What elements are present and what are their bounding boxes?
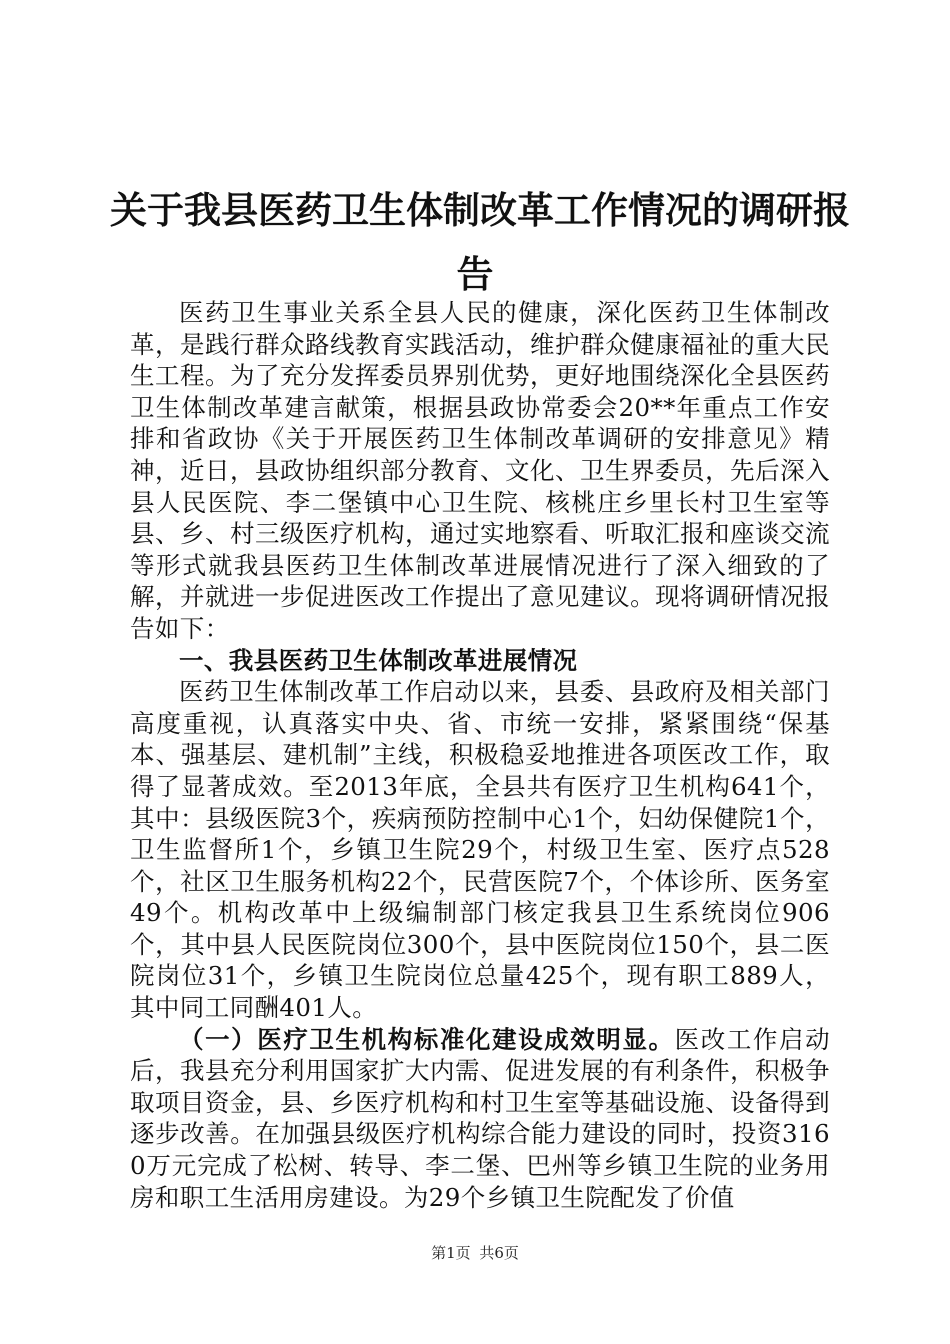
document-title-line2: 告 <box>456 252 494 296</box>
standardization-paragraph <box>130 1024 830 1214</box>
document-title-line1: 关于我县医药卫生体制改革工作情况的调研报 <box>110 188 850 232</box>
document-body <box>130 297 830 1213</box>
page-total: 共6页 <box>479 1244 519 1262</box>
standardization-text: 医改工作启动后，我县充分利用国家扩大内需、促进发展的有利条件，积极争取项目资金，县、乡医疗机构和村卫生室等基础设施、设备得到逐步改善。在加强县级医疗机构综合能力建设的同时，投资3160万元完成了松树、转导、李二堡、巴州等乡镇卫生院的业务用房和职工生活用房建设。为29个乡镇卫生院配发了价值 <box>130 1024 830 1212</box>
progress-paragraph: 医药卫生体制改革工作启动以来，县委、县政府及相关部门高度重视，认真落实中央、省、市统一安排，紧紧围绕“保基本、强基层、建机制”主线，积极稳妥地推进各项医改工作，取得了显著成效。至2013年底，全县共有医疗卫生机构641个，其中：县级医院3个，疾病预防控制中心1个，妇幼保健院1个，卫生监督所1个，乡镇卫生院29个，村级卫生室、医疗点528个，社区卫生服务机构22个，民营医院7个，个体诊所、医务室49个。机构改革中上级编制部门核定我县卫生系统岗位906个，其中县人民医院岗位300个，县中医院岗位150个，县二医院岗位31个，乡镇卫生院岗位总量425个，现有职工889人，其中同工同酬401人。 <box>130 677 830 1023</box>
page-footer <box>0 1243 950 1263</box>
page-number: 第1页 <box>431 1244 471 1262</box>
section-heading: 一、我县医药卫生体制改革进展情况 <box>179 645 578 675</box>
subsection-lead: （一）医疗卫生机构标准化建设成效明显。 <box>179 1024 675 1054</box>
intro-paragraph: 医药卫生事业关系全县人民的健康，深化医药卫生体制改革，是践行群众路线教育实践活动，维护群众健康福祉的重大民生工程。为了充分发挥委员界别优势，更好地围绕深化全县医药卫生体制改革建言献策，根据县政协常委会20**年重点工作安排和省政协《关于开展医药卫生体制改革调研的安排意见》精神，近日，县政协组织部分教育、文化、卫生界委员，先后深入县人民医院、李二堡镇中心卫生院、核桃庄乡里长村卫生室等县、乡、村三级医疗机构，通过实地察看、听取汇报和座谈交流等形式就我县医药卫生体制改革进展情况进行了深入细致的了解，并就进一步促进医改工作提出了意见建议。现将调研情况报告如下： <box>130 298 830 643</box>
